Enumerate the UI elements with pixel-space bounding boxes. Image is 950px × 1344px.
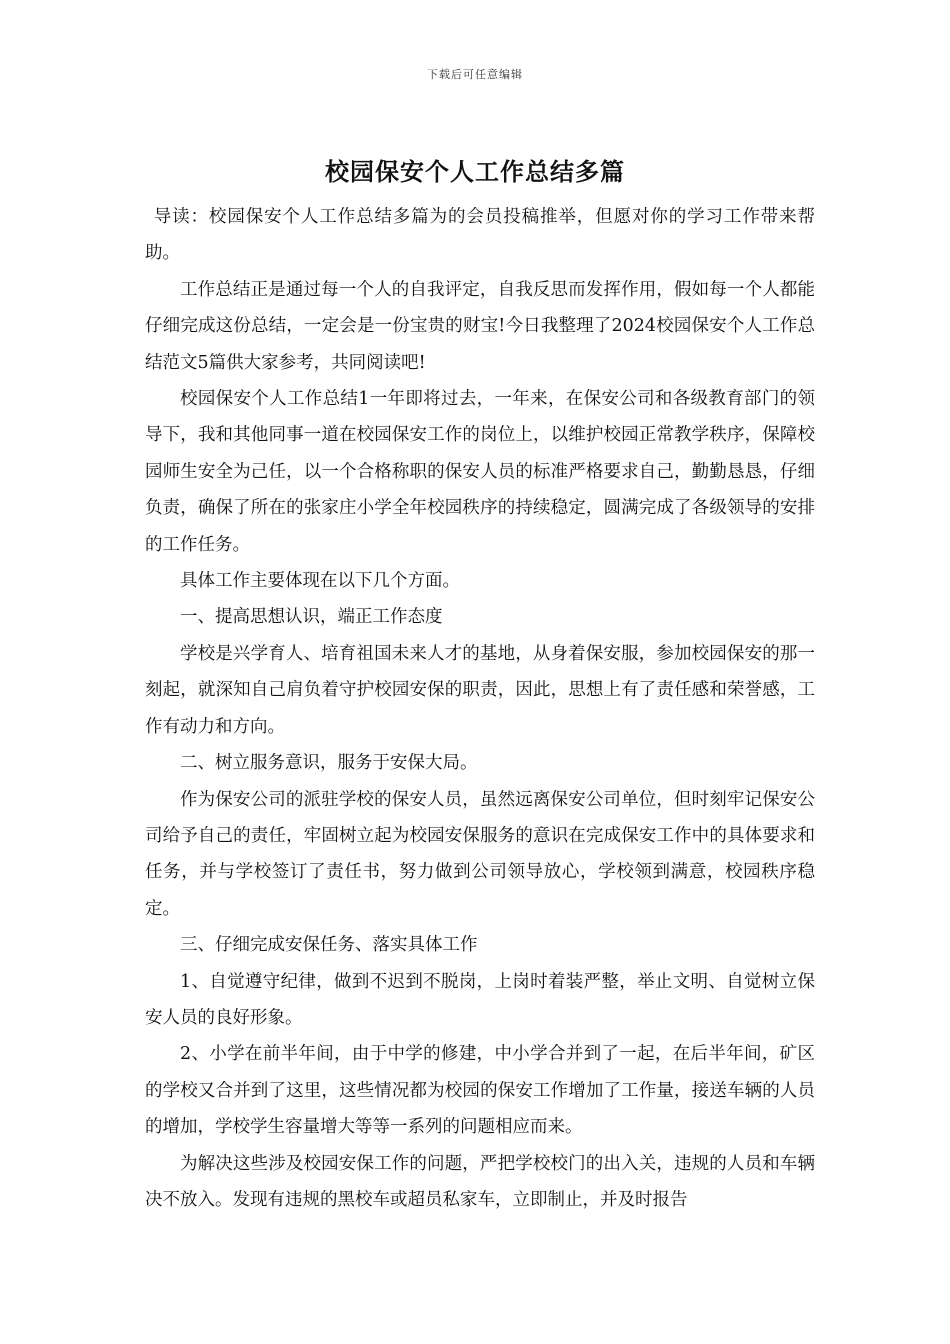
document-title: 校园保安个人工作总结多篇 xyxy=(325,157,625,186)
body-paragraph: 为解决这些涉及校园安保工作的问题，严把学校校门的出入关，违规的人员和车辆决不放入。发现有违规的黑校车或超员私家车，立即制止，并及时报告 xyxy=(145,1153,815,1210)
section-heading: 一、提高思想认识，端正工作态度 xyxy=(180,607,443,628)
body-paragraph: 校园保安个人工作总结1一年即将过去，一年来，在保安公司和各级教育部门的领导下，我和其他同事一道在校园保安工作的岗位上，以维护校园正常教学秩序，保障校园师生安全为己任，以一个合格称职的保安人员的标准严格要求自己，勤勤恳恳，仔细负责，确保了所在的张家庄小学全年校园秩序的持续稳定，圆满完成了各级领导的安排的工作任务。 xyxy=(145,389,815,555)
body-paragraph: 作为保安公司的派驻学校的保安人员，虽然远离保安公司单位，但时刻牢记保安公司给予自己的责任，牢固树立起为校园安保服务的意识在完成保安工作中的具体要求和任务，并与学校签订了责任书，努力做到公司领导放心，学校领到满意，校园秩序稳定。 xyxy=(145,789,815,919)
list-item: 1、自觉遵守纪律，做到不迟到不脱岗，上岗时着装严整，举止文明、自觉树立保安人员的良好形象。 xyxy=(145,971,815,1028)
section-heading: 三、仔细完成安保任务、落实具体工作 xyxy=(180,935,478,956)
list-item: 2、小学在前半年间，由于中学的修建，中小学合并到了一起，在后半年间，矿区的学校又合并到了这里，这些情况都为校园的保安工作增加了工作量，接送车辆的人员的增加，学校学生容量增大等等一系列的问题相应而来。 xyxy=(145,1044,815,1138)
body-paragraph: 学校是兴学育人、培育祖国未来人才的基地，从身着保安服，参加校园保安的那一刻起，就深知自己肩负着守护校园安保的职责，因此，思想上有了责任感和荣誉感，工作有动力和方向。 xyxy=(145,643,815,737)
section-heading: 二、树立服务意识，服务于安保大局。 xyxy=(180,753,478,774)
body-paragraph: 具体工作主要体现在以下几个方面。 xyxy=(180,571,460,592)
document-body xyxy=(145,199,815,1218)
body-paragraph: 工作总结正是通过每一个人的自我评定，自我反思而发挥作用，假如每一个人都能仔细完成这份总结，一定会是一份宝贵的财宝!今日我整理了2024校园保安个人工作总结范文5篇供大家参考，共同阅读吧! xyxy=(145,279,815,373)
page-header-note: 下载后可任意编辑 xyxy=(427,68,523,81)
intro-paragraph: 导读：校园保安个人工作总结多篇为的会员投稿推举，但愿对你的学习工作带来帮助。 xyxy=(145,207,815,264)
